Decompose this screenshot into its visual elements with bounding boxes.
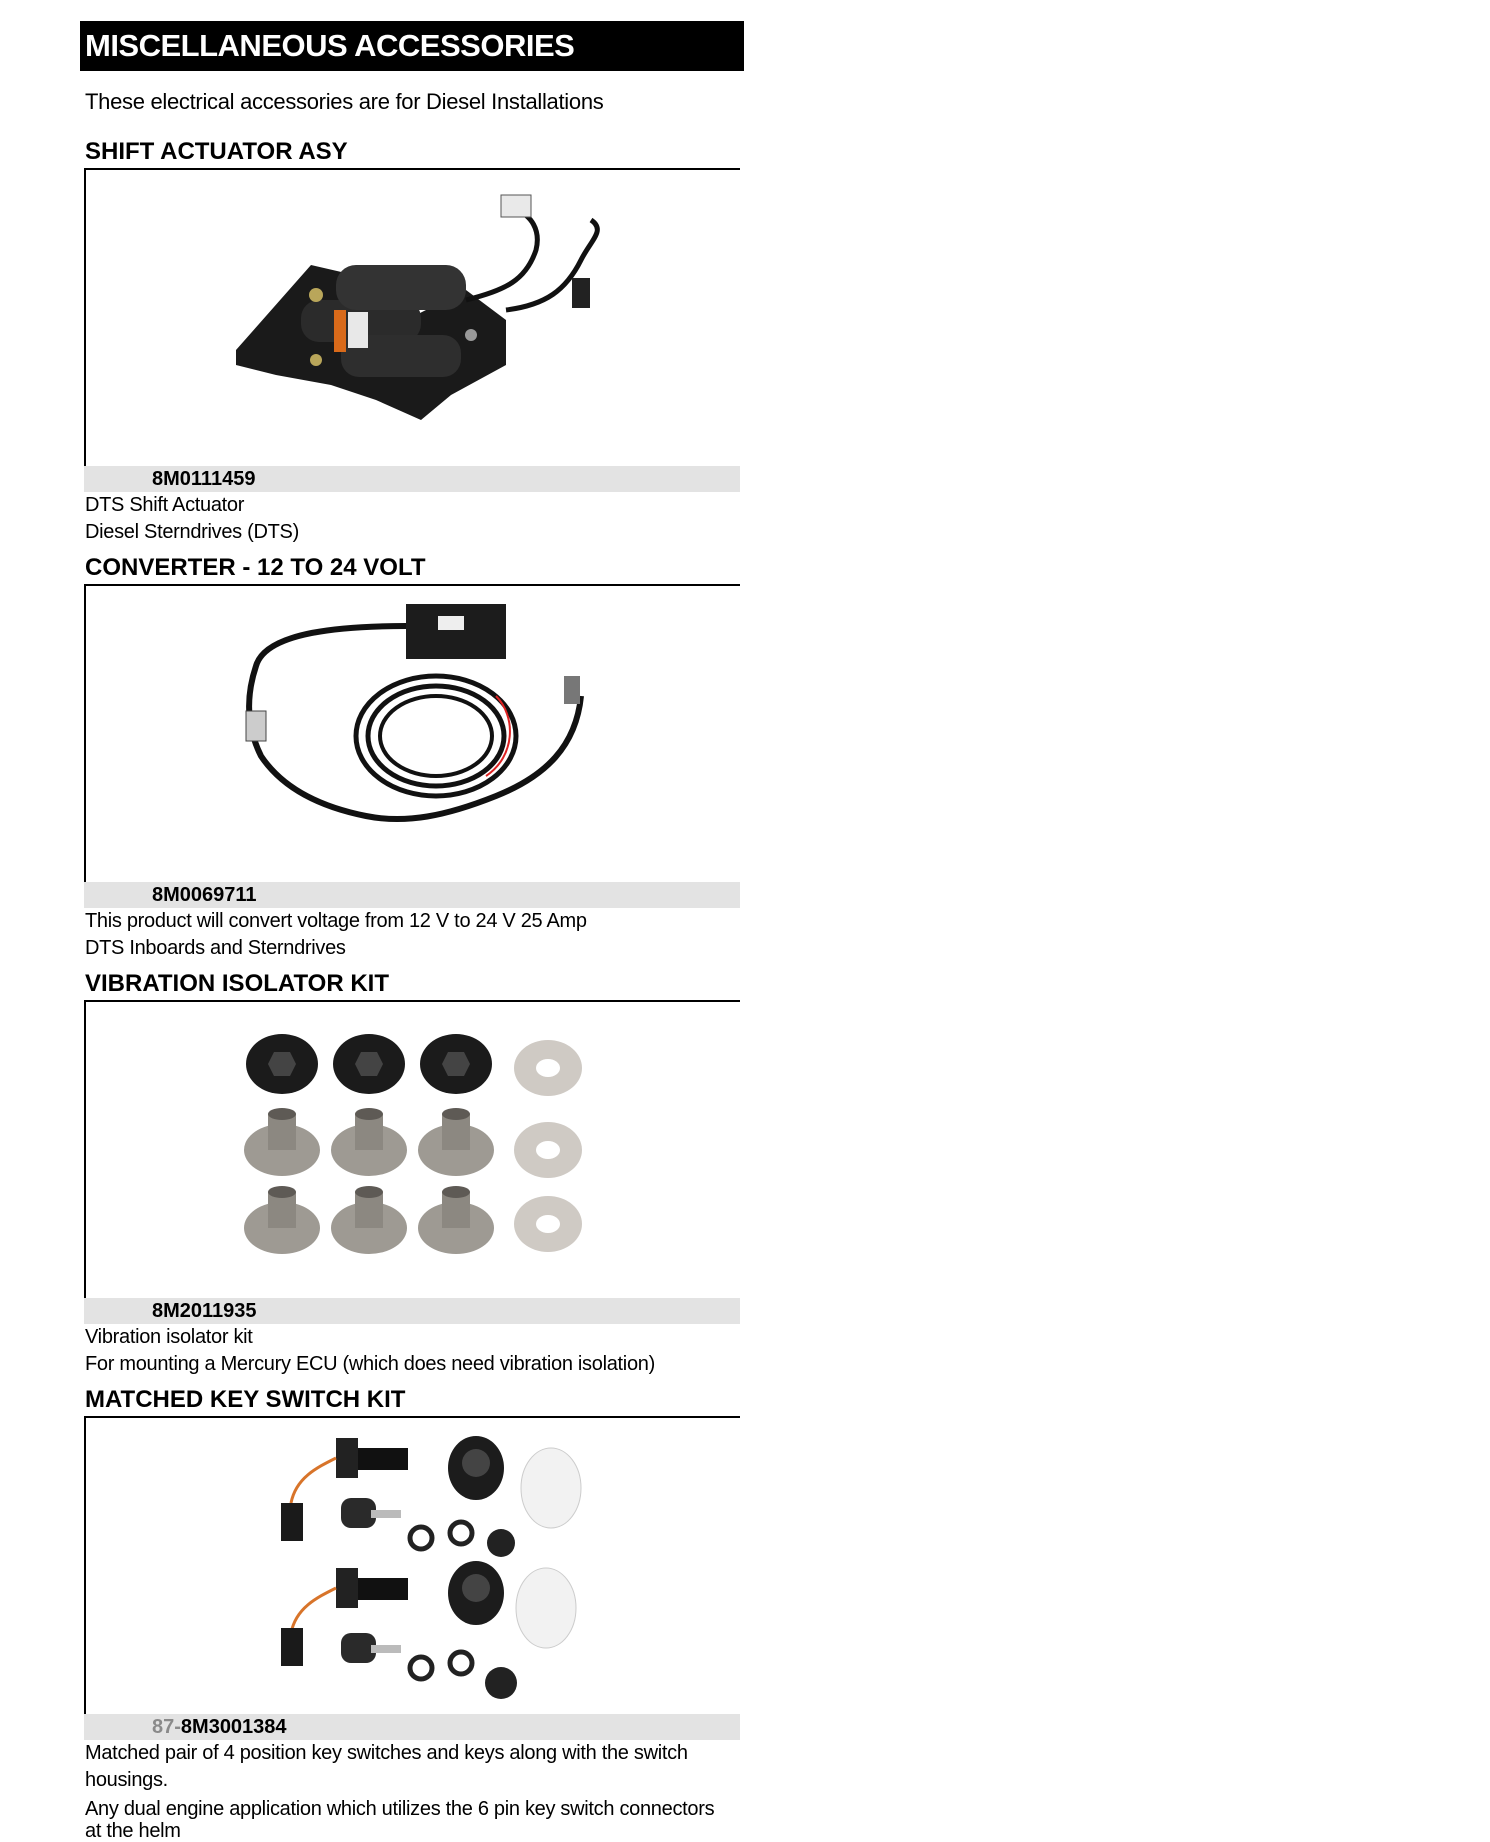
part-application: For mounting a Mercury ECU (which does need vibration isolation): [85, 1353, 655, 1375]
section-converter: [84, 554, 740, 962]
part-application: DTS Inboards and Sterndrives: [85, 937, 346, 959]
part-number-bar: [84, 1298, 740, 1324]
vibration-isolator-photo: [84, 1002, 740, 1298]
part-number: 8M0069711: [152, 884, 257, 906]
part-number-bar: [84, 466, 740, 492]
voltage-converter-photo: [84, 586, 740, 882]
part-number: 8M3001384: [180, 1716, 287, 1738]
page-title: MISCELLANEOUS ACCESSORIES: [80, 21, 744, 71]
section-heading: SHIFT ACTUATOR ASY: [84, 138, 740, 170]
section-heading: MATCHED KEY SWITCH KIT: [84, 1386, 740, 1418]
part-number: 8M0111459: [152, 468, 256, 490]
section-vibration-isolator: [84, 970, 740, 1378]
shift-actuator-photo: [84, 170, 740, 466]
section-shift-actuator: [84, 138, 740, 546]
part-number-bar: [84, 1714, 740, 1740]
part-description: DTS Shift Actuator: [85, 494, 245, 516]
part-number-bar: [84, 882, 740, 908]
part-description: This product will convert voltage from 12 V to 24 V 25 Amp: [85, 910, 587, 932]
intro-text: These electrical accessories are for Diesel Installations: [85, 89, 604, 114]
section-key-switch-kit: [84, 1386, 740, 1842]
part-application: Diesel Sterndrives (DTS): [85, 521, 299, 543]
part-prefix: 87-: [152, 1716, 181, 1738]
key-switch-kit-photo: [84, 1418, 740, 1714]
section-heading: VIBRATION ISOLATOR KIT: [84, 970, 740, 1002]
part-description: Vibration isolator kit: [85, 1326, 253, 1348]
part-application: Any dual engine application which utilizes the 6 pin key switch connectors at the helm: [85, 1798, 715, 1842]
part-description: Matched pair of 4 position key switches and keys along with the switch housings.: [85, 1742, 688, 1791]
part-number: 8M2011935: [152, 1300, 257, 1322]
section-heading: CONVERTER - 12 TO 24 VOLT: [84, 554, 740, 586]
